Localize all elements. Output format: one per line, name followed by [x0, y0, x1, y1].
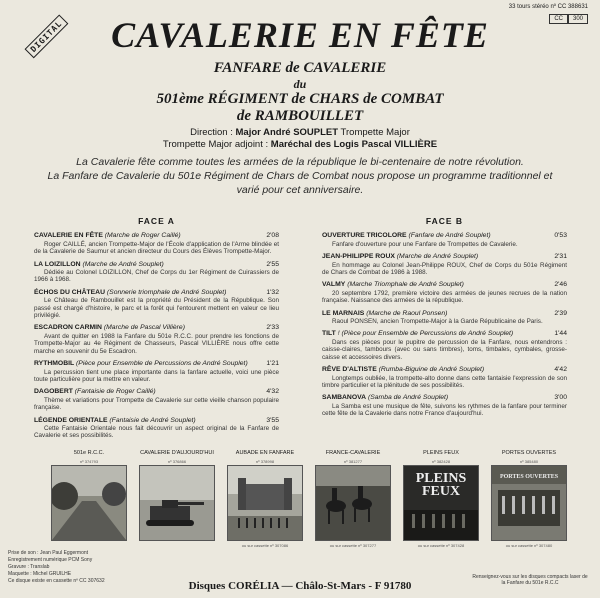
track-item	[34, 360, 279, 383]
credit-line: Prise de son : Jean Paul Eggermont	[8, 550, 89, 556]
track-title	[322, 232, 491, 239]
track-duration: 1'44	[554, 330, 567, 338]
album-number: nº 381277	[343, 459, 363, 464]
track-item	[322, 281, 567, 304]
other-albums-row	[48, 450, 578, 548]
album-title-label: PORTES OUVERTES	[501, 450, 557, 456]
track-title	[322, 366, 484, 373]
track-duration: 2'55	[266, 260, 279, 268]
credit-line: Enregistrement numérique PCM Sony	[8, 557, 93, 563]
album-number: nº 382428	[431, 459, 451, 464]
album-title-label: 501e R.C.C.	[73, 450, 105, 456]
track-name: TILT	[322, 330, 336, 338]
album-cover-image	[315, 465, 391, 541]
catalog-box-number: 300	[568, 14, 588, 24]
track-item	[34, 324, 279, 355]
album-cover-label: PORTES OUVERTES	[499, 474, 559, 480]
track-item	[34, 388, 279, 411]
track-description: Le Château de Rambouillet est la propriété du Président de la République. Son passé est chargé d'histoire, le parc et la forêt qui l'entourent mettent en valeur ce lieu privilégié.	[34, 297, 279, 320]
track-subtitle: (Marche Triomphale de André Souplet)	[347, 281, 464, 289]
track-name: LÉGENDE ORIENTALE	[34, 416, 108, 424]
album-cover-image	[139, 465, 215, 541]
track-header	[34, 360, 279, 367]
track-header	[322, 253, 567, 260]
track-subtitle: (Fantaisie de Roger Caillé)	[74, 388, 156, 396]
album-cover-image	[403, 465, 479, 541]
digital-stamp: DIGITAL	[25, 15, 69, 59]
track-description: Thème et variations pour Trompette de Cavalerie sur cette vieille chanson populaire française.	[34, 396, 279, 412]
intro-line-1: La Cavalerie fête comme toutes les armées de la république le bi-centenaire de notre révolution.	[76, 156, 524, 168]
album-cover-item	[488, 450, 570, 548]
track-subtitle: (Sonnerie triomphale de André Souplet)	[106, 288, 227, 296]
album-cover-item	[48, 450, 130, 548]
adjoint-name: Maréchal des Logis Pascal VILLIÈRE	[270, 139, 438, 150]
face-b-tracklist	[322, 232, 567, 417]
track-name: SAMBANOVA	[322, 394, 367, 402]
face-a-tracklist	[34, 232, 279, 439]
track-title	[34, 417, 196, 424]
track-duration: 4'32	[266, 388, 279, 396]
track-item	[34, 289, 279, 320]
track-subtitle: (Marche de Pascal Villière)	[103, 324, 185, 332]
track-subtitle: (Marche de André Souplet)	[396, 253, 479, 261]
track-title	[322, 281, 464, 288]
track-duration: 2'33	[266, 324, 279, 332]
track-subtitle: (Samba de André Souplet)	[367, 394, 449, 402]
track-name: LA LOIZILLON	[34, 260, 81, 268]
album-title-label: CAVALERIE D'AUJOURD'HUI	[140, 450, 214, 456]
track-duration: 2'31	[554, 253, 567, 261]
album-title-label: PLEINS FEUX	[423, 450, 459, 456]
face-a-column	[34, 218, 279, 445]
album-cassette-number: ou sur cassette nº 307428	[417, 543, 465, 548]
track-name: DAGOBERT	[34, 388, 73, 396]
track-item	[34, 417, 279, 440]
track-item	[322, 366, 567, 389]
track-item	[322, 232, 567, 248]
album-title-label: AUBADE EN FANFARE	[235, 450, 295, 456]
album-cover-image	[51, 465, 127, 541]
track-duration: 2'46	[554, 281, 567, 289]
track-header	[34, 232, 279, 239]
track-description: Raoul PONSEN, ancien Trompette-Major à la Garde Républicaine de Paris.	[332, 318, 543, 326]
track-title	[34, 289, 226, 296]
album-cassette-number: ou sur cassette nº 307480	[505, 543, 553, 548]
track-duration: 1'32	[266, 288, 279, 296]
track-header	[322, 281, 567, 288]
subtitle-du: du	[293, 77, 307, 91]
track-subtitle: (Fanfare de André Souplet)	[408, 232, 491, 240]
track-subtitle: (Marche de Raoul Ponsen)	[366, 309, 448, 317]
track-title	[34, 388, 156, 395]
album-cover-item	[312, 450, 394, 548]
catalog-number: 33 tours stéréo nº CC 388631	[508, 4, 588, 10]
subtitle-fanfare: FANFARE de CAVALERIE	[213, 60, 387, 76]
face-b-column	[322, 218, 567, 423]
label-footer: Disques CORÉLIA — Châlo-St-Mars - F 91780	[188, 580, 412, 592]
track-name: ÉCHOS DU CHÂTEAU	[34, 288, 105, 296]
track-subtitle: ! (Pièce pour Ensemble de Percussions de André Souplet)	[337, 330, 514, 338]
track-header	[34, 324, 279, 331]
credit-line: Ce disque existe en cassette nº CC 307632	[8, 578, 105, 584]
subtitle-rambouillet: de RAMBOUILLET	[236, 108, 364, 124]
track-name: LE MARNAIS	[322, 309, 365, 317]
track-name: CAVALERIE EN FÊTE	[34, 232, 103, 240]
album-cover-image	[491, 465, 567, 541]
track-duration: 4'42	[554, 366, 567, 374]
track-description: 20 septembre 1792, première victoire des armées de jeunes recrues de la nation française. Naissance des armées de la république.	[322, 289, 567, 305]
track-title	[322, 394, 448, 401]
footnote: Renseignez-vous sur les disques compacts laser de la Fanfare du 501e R.C.C	[472, 574, 588, 586]
track-description: Avant de quitter en 1988 la Fanfare du 501e R.C.C. pour prendre les fonctions de Trompette-Major au 4e Régiment de Chasseurs, Pascal VILLIÈRE nous offre cette marche en souvenir du 5e Escadron.	[34, 332, 279, 355]
album-cover-item	[136, 450, 218, 548]
track-description: En hommage au Colonel Jean-Philippe ROUX, Chef de Corps du 501e Régiment de Chars de Combat de 1986 à 1988.	[322, 261, 567, 277]
intro-text	[40, 155, 560, 197]
track-title	[322, 253, 478, 260]
album-number: nº 376866	[167, 459, 187, 464]
track-name: VALMY	[322, 281, 346, 289]
track-subtitle: (Marche de André Souplet)	[82, 260, 164, 268]
track-item	[322, 394, 567, 417]
track-item	[322, 310, 567, 326]
album-cover-image	[227, 465, 303, 541]
adjoint-line	[0, 139, 600, 150]
track-title	[322, 310, 447, 317]
catalog-box-code: CC	[549, 14, 568, 24]
track-header	[322, 330, 567, 337]
track-title	[322, 330, 513, 337]
track-header	[34, 261, 279, 268]
track-description: Dédiée au Colonel LOIZILLON, Chef de Corps du 1er Régiment de Cuirassiers de 1966 à 1968.	[34, 269, 279, 284]
track-description: La Samba est une musique de fête, suivons les rythmes de la fanfare pour terminer cette fête de la Cavalerie dans notre France d'aujourd'hui.	[322, 402, 567, 418]
track-header	[322, 310, 567, 317]
credit-line: Gravure : Translab	[8, 564, 50, 570]
credit-line: Maquette : Michel GRUILHE	[8, 571, 72, 577]
direction-name: Major André SOUPLET	[235, 127, 339, 138]
direction-role: Trompette Major	[340, 127, 410, 138]
track-description: Fanfare d'ouverture pour une Fanfare de Trompettes de Cavalerie.	[332, 240, 518, 248]
album-cover-label: PLEINS FEUX	[415, 471, 467, 499]
face-a-heading: FACE A	[138, 216, 175, 226]
direction-line	[0, 127, 600, 138]
track-duration: 3'00	[554, 394, 567, 402]
track-description: La percussion tient une place importante dans la fanfare actuelle, voici une pièce toute particulière pour la mettre en valeur.	[34, 368, 279, 383]
track-description: Roger CAILLÉ, ancien Trompette-Major de l'École d'application de l'Arme blindée et de la Cavalerie de Saumur et ancien directeur du Cours des Élèves Trompette-Major.	[34, 240, 279, 256]
track-item	[322, 330, 567, 361]
track-description: Longtemps oubliée, la trompette-alto donne dans cette fantaisie l'expression de son timbre particulier et la plénitude de ses possibilités.	[322, 374, 567, 389]
track-duration: 3'55	[266, 416, 279, 424]
track-header	[322, 394, 567, 401]
track-title	[34, 232, 181, 239]
track-name: JEAN-PHILIPPE ROUX	[322, 253, 395, 261]
track-subtitle: (Pièce pour Ensemble de Percussions de André Souplet)	[76, 360, 248, 368]
track-subtitle: (Marche de Roger Caillé)	[104, 232, 181, 240]
adjoint-label: Trompette Major adjoint :	[162, 139, 269, 150]
track-name: ESCADRON CARMIN	[34, 324, 102, 332]
track-title	[34, 324, 185, 331]
track-item	[34, 261, 279, 284]
track-subtitle: (Rumba-Biguine de André Souplet)	[378, 366, 485, 374]
track-duration: 1'21	[266, 360, 279, 368]
album-cover-item	[400, 450, 482, 548]
track-name: OUVERTURE TRICOLORE	[322, 232, 407, 240]
album-title-label: FRANCE-CAVALERIE	[325, 450, 381, 456]
track-title	[34, 360, 248, 367]
track-header	[34, 388, 279, 395]
album-cover-item	[224, 450, 306, 548]
album-cassette-number: ou sur cassette nº 307277	[329, 543, 377, 548]
track-subtitle: (Fantaisie de André Souplet)	[109, 416, 196, 424]
track-item	[34, 232, 279, 255]
face-b-heading: FACE B	[425, 216, 464, 226]
album-number: nº 378998	[255, 459, 275, 464]
album-number: nº 385480	[519, 459, 539, 464]
track-description: Cette Fantaisie Orientale nous fait découvrir un aspect original de la Fanfare de Cavalerie et ses possibilités.	[34, 424, 279, 440]
track-description: Dans ces pièces pour le pupitre de percussion de la Fanfare, nous entendrons : caisse-claires, tambours (avec ou sans timbres), toms, timbales, cymbales, grosse-caisse et accessoires divers.	[322, 338, 567, 361]
track-name: RYTHMOBIL	[34, 360, 75, 368]
track-header	[34, 289, 279, 296]
track-header	[322, 232, 567, 239]
album-cassette-number: ou sur cassette nº 307086	[241, 543, 289, 548]
track-duration: 2'39	[554, 309, 567, 317]
track-name: RÊVE D'ALTISTE	[322, 366, 377, 374]
direction-label: Direction :	[190, 127, 233, 138]
intro-line-2: La Fanfare de Cavalerie du 501e Régiment de Chars de Combat nous propose un programme traditionnel et varié pour cet anniversaire.	[47, 170, 553, 196]
track-header	[322, 366, 567, 373]
subtitle-regiment: 501ème RÉGIMENT de CHARS de COMBAT	[156, 91, 444, 107]
track-title	[34, 261, 164, 268]
album-number: nº 374793	[79, 459, 99, 464]
track-header	[34, 417, 279, 424]
track-duration: 2'08	[266, 232, 279, 240]
track-duration: 0'53	[554, 232, 567, 240]
album-title: CAVALERIE EN FÊTE	[111, 15, 489, 55]
track-item	[322, 253, 567, 276]
